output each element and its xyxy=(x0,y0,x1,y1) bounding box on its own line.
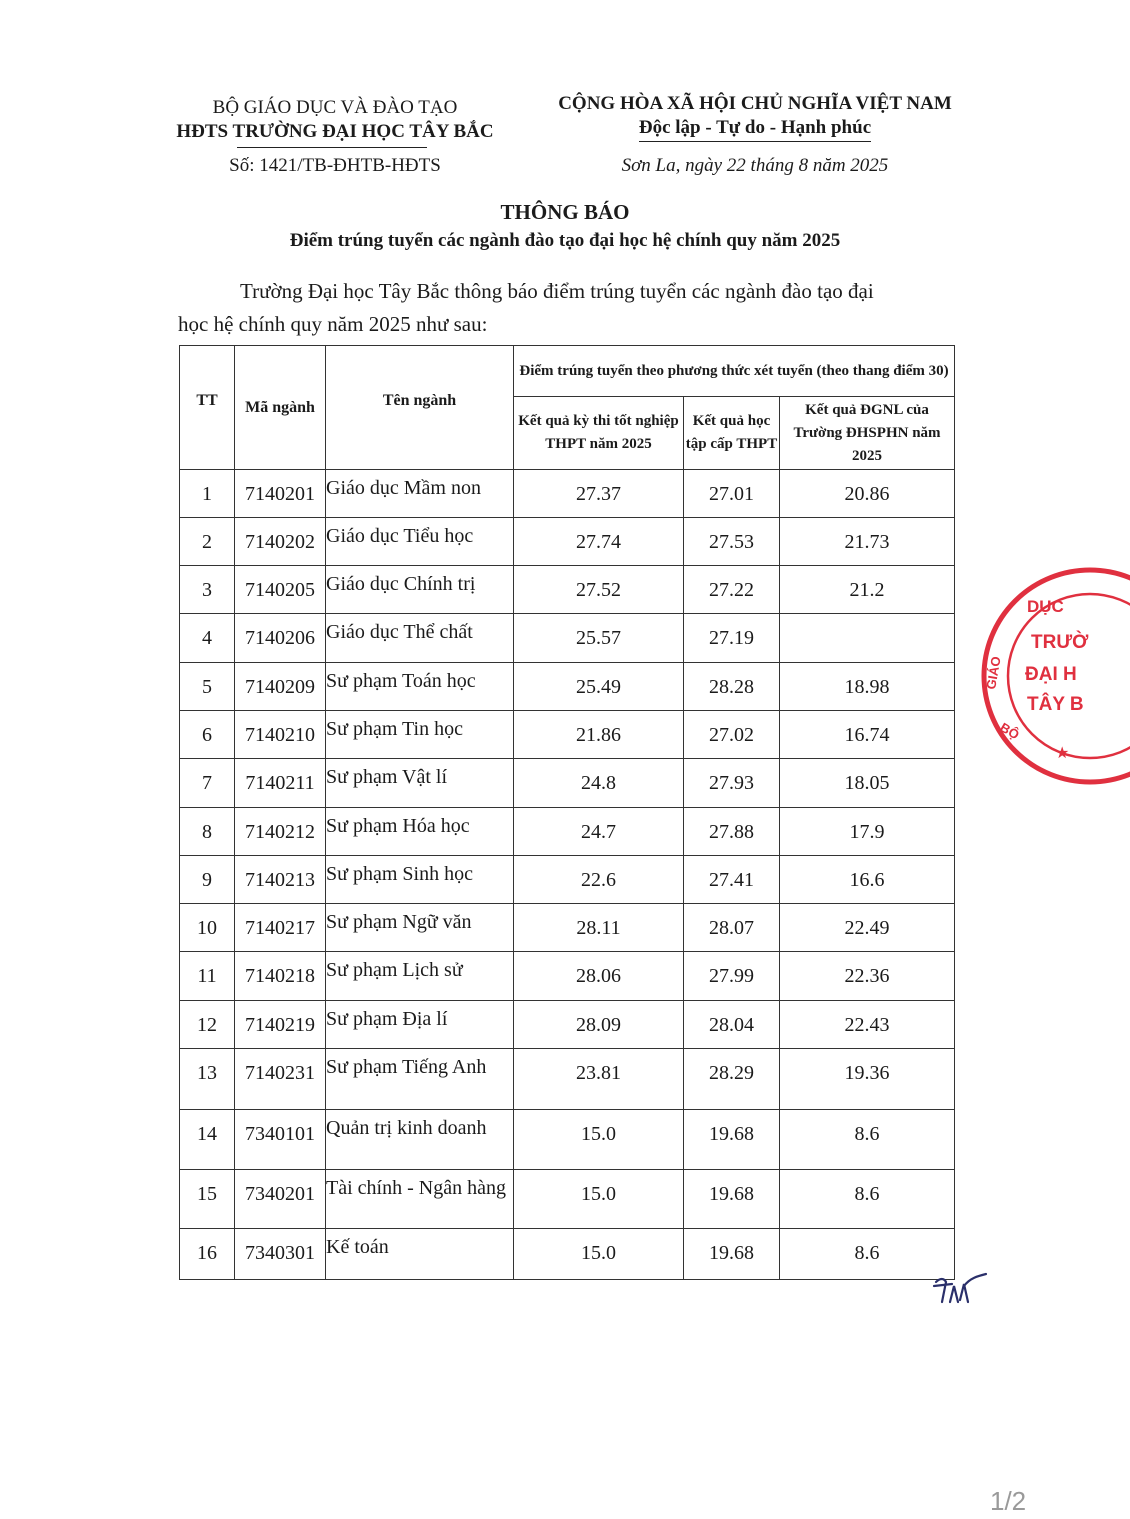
row-number: 11 xyxy=(180,952,235,1001)
major-code: 7140202 xyxy=(235,518,326,566)
row-number: 9 xyxy=(180,856,235,904)
signature-initials xyxy=(930,1272,990,1308)
intro-line-2: học hệ chính quy năm 2025 như sau: xyxy=(178,312,488,336)
national-motto: Độc lập - Tự do - Hạnh phúc xyxy=(639,116,871,142)
score-hoc-tap: 19.68 xyxy=(684,1110,780,1170)
score-thpt: 24.7 xyxy=(514,808,684,856)
admission-scores-table xyxy=(179,345,955,1280)
row-number: 4 xyxy=(180,614,235,663)
score-dgnl: 19.36 xyxy=(780,1049,955,1110)
table-row xyxy=(180,566,955,614)
major-name: Quản trị kinh doanh xyxy=(326,1110,514,1170)
row-number: 16 xyxy=(180,1229,235,1280)
major-name: Sư phạm Địa lí xyxy=(326,1001,514,1049)
row-number: 5 xyxy=(180,663,235,711)
row-number: 12 xyxy=(180,1001,235,1049)
score-dgnl: 8.6 xyxy=(780,1170,955,1229)
score-hoc-tap: 19.68 xyxy=(684,1229,780,1280)
table-row xyxy=(180,904,955,952)
score-thpt: 28.09 xyxy=(514,1001,684,1049)
major-name: Sư phạm Hóa học xyxy=(326,808,514,856)
score-thpt: 27.37 xyxy=(514,470,684,518)
major-code: 7340201 xyxy=(235,1170,326,1229)
score-thpt: 28.06 xyxy=(514,952,684,1001)
row-number: 13 xyxy=(180,1049,235,1110)
score-dgnl: 8.6 xyxy=(780,1110,955,1170)
score-thpt: 15.0 xyxy=(514,1229,684,1280)
row-number: 14 xyxy=(180,1110,235,1170)
score-dgnl: 21.2 xyxy=(780,566,955,614)
score-hoc-tap: 28.28 xyxy=(684,663,780,711)
header-ten-nganh: Tên ngành xyxy=(326,346,514,470)
score-dgnl xyxy=(780,614,955,663)
major-name: Sư phạm Tiếng Anh xyxy=(326,1049,514,1110)
document-number: Số: 1421/TB-ĐHTB-HĐTS xyxy=(229,155,441,176)
score-dgnl: 22.49 xyxy=(780,904,955,952)
header-tt: TT xyxy=(180,346,235,470)
header-dgnl: Kết quả ĐGNL của Trường ĐHSPHN năm 2025 xyxy=(780,397,955,470)
table-row xyxy=(180,759,955,808)
document-title: THÔNG BÁO xyxy=(500,200,630,224)
header-divider xyxy=(237,147,427,148)
major-code: 7140231 xyxy=(235,1049,326,1110)
page-indicator: 1/2 xyxy=(990,1486,1027,1516)
table-row xyxy=(180,663,955,711)
score-dgnl: 22.36 xyxy=(780,952,955,1001)
score-dgnl: 8.6 xyxy=(780,1229,955,1280)
header-score-group: Điểm trúng tuyển theo phương thức xét tuyển (theo thang điểm 30) xyxy=(514,346,955,397)
stamp-star: ★ xyxy=(1055,743,1070,762)
score-hoc-tap: 27.02 xyxy=(684,711,780,759)
issue-date: Sơn La, ngày 22 tháng 8 năm 2025 xyxy=(621,155,889,176)
score-thpt: 27.74 xyxy=(514,518,684,566)
score-thpt: 25.49 xyxy=(514,663,684,711)
major-name: Giáo dục Mầm non xyxy=(326,470,514,518)
major-code: 7140219 xyxy=(235,1001,326,1049)
score-hoc-tap: 27.93 xyxy=(684,759,780,808)
major-name: Sư phạm Toán học xyxy=(326,663,514,711)
score-hoc-tap: 28.04 xyxy=(684,1001,780,1049)
header-ma-nganh: Mã ngành xyxy=(235,346,326,470)
major-name: Kế toán xyxy=(326,1229,514,1280)
score-dgnl: 18.05 xyxy=(780,759,955,808)
row-number: 2 xyxy=(180,518,235,566)
table-row xyxy=(180,808,955,856)
major-code: 7140205 xyxy=(235,566,326,614)
row-number: 10 xyxy=(180,904,235,952)
major-name: Sư phạm Sinh học xyxy=(326,856,514,904)
row-number: 7 xyxy=(180,759,235,808)
table-row xyxy=(180,952,955,1001)
table-row xyxy=(180,1001,955,1049)
table-row xyxy=(180,1049,955,1110)
score-hoc-tap: 27.88 xyxy=(684,808,780,856)
row-number: 6 xyxy=(180,711,235,759)
stamp-text-top: DỤC xyxy=(1027,597,1064,616)
major-name: Giáo dục Chính trị xyxy=(326,566,514,614)
major-code: 7140201 xyxy=(235,470,326,518)
table-row xyxy=(180,856,955,904)
score-dgnl: 17.9 xyxy=(780,808,955,856)
score-hoc-tap: 27.22 xyxy=(684,566,780,614)
score-thpt: 23.81 xyxy=(514,1049,684,1110)
score-hoc-tap: 27.01 xyxy=(684,470,780,518)
table-row xyxy=(180,711,955,759)
major-code: 7140210 xyxy=(235,711,326,759)
score-dgnl: 18.98 xyxy=(780,663,955,711)
national-header xyxy=(525,92,985,142)
header-thpt-exam: Kết quả kỳ thi tốt nghiệp THPT năm 2025 xyxy=(514,397,684,470)
score-dgnl: 20.86 xyxy=(780,470,955,518)
score-thpt: 21.86 xyxy=(514,711,684,759)
major-name: Giáo dục Tiểu học xyxy=(326,518,514,566)
score-thpt: 15.0 xyxy=(514,1110,684,1170)
stamp-text-left: GIÁO xyxy=(983,655,1004,691)
table-row xyxy=(180,1170,955,1229)
major-code: 7140217 xyxy=(235,904,326,952)
score-hoc-tap: 27.41 xyxy=(684,856,780,904)
table-body xyxy=(180,470,955,1280)
major-name: Sư phạm Tin học xyxy=(326,711,514,759)
major-name: Giáo dục Thể chất xyxy=(326,614,514,663)
major-code: 7340301 xyxy=(235,1229,326,1280)
republic-name: CỘNG HÒA XÃ HỘI CHỦ NGHĨA VIỆT NAM xyxy=(558,93,952,114)
score-dgnl: 22.43 xyxy=(780,1001,955,1049)
score-dgnl: 21.73 xyxy=(780,518,955,566)
score-dgnl: 16.74 xyxy=(780,711,955,759)
issuer-header xyxy=(150,96,520,144)
score-hoc-tap: 28.07 xyxy=(684,904,780,952)
score-thpt: 15.0 xyxy=(514,1170,684,1229)
row-number: 8 xyxy=(180,808,235,856)
major-code: 7140213 xyxy=(235,856,326,904)
score-thpt: 28.11 xyxy=(514,904,684,952)
table-row xyxy=(180,470,955,518)
stamp-text-mid3: TÂY B xyxy=(1027,694,1084,715)
stamp-text-bottom: BỘ xyxy=(997,719,1022,743)
major-code: 7140212 xyxy=(235,808,326,856)
table-row xyxy=(180,518,955,566)
score-hoc-tap: 28.29 xyxy=(684,1049,780,1110)
score-hoc-tap: 19.68 xyxy=(684,1170,780,1229)
major-name: Sư phạm Ngữ văn xyxy=(326,904,514,952)
table-row xyxy=(180,614,955,663)
document-subtitle: Điểm trúng tuyển các ngành đào tạo đại học hệ chính quy năm 2025 xyxy=(289,230,841,251)
intro-line-1: Trường Đại học Tây Bắc thông báo điểm trúng tuyển các ngành đào tạo đại xyxy=(240,279,874,303)
red-seal-stamp xyxy=(975,580,1125,770)
major-code: 7340101 xyxy=(235,1110,326,1170)
stamp-text-mid1: TRƯỜ xyxy=(1031,632,1089,653)
score-thpt: 25.57 xyxy=(514,614,684,663)
major-name: Tài chính - Ngân hàng xyxy=(326,1170,514,1229)
major-code: 7140211 xyxy=(235,759,326,808)
major-code: 7140209 xyxy=(235,663,326,711)
score-hoc-tap: 27.99 xyxy=(684,952,780,1001)
score-thpt: 27.52 xyxy=(514,566,684,614)
score-thpt: 24.8 xyxy=(514,759,684,808)
score-dgnl: 16.6 xyxy=(780,856,955,904)
stamp-text-mid2: ĐẠI H xyxy=(1025,664,1077,685)
row-number: 3 xyxy=(180,566,235,614)
score-hoc-tap: 27.53 xyxy=(684,518,780,566)
table-row xyxy=(180,1110,955,1170)
major-code: 7140206 xyxy=(235,614,326,663)
table-row xyxy=(180,1229,955,1280)
header-hoc-tap: Kết quả học tập cấp THPT xyxy=(684,397,780,470)
major-name: Sư phạm Vật lí xyxy=(326,759,514,808)
row-number: 1 xyxy=(180,470,235,518)
ministry-name: BỘ GIÁO DỤC VÀ ĐÀO TẠO xyxy=(212,97,458,118)
major-code: 7140218 xyxy=(235,952,326,1001)
score-thpt: 22.6 xyxy=(514,856,684,904)
council-name: HĐTS TRƯỜNG ĐẠI HỌC TÂY BẮC xyxy=(176,121,494,142)
row-number: 15 xyxy=(180,1170,235,1229)
score-hoc-tap: 27.19 xyxy=(684,614,780,663)
major-name: Sư phạm Lịch sử xyxy=(326,952,514,1001)
